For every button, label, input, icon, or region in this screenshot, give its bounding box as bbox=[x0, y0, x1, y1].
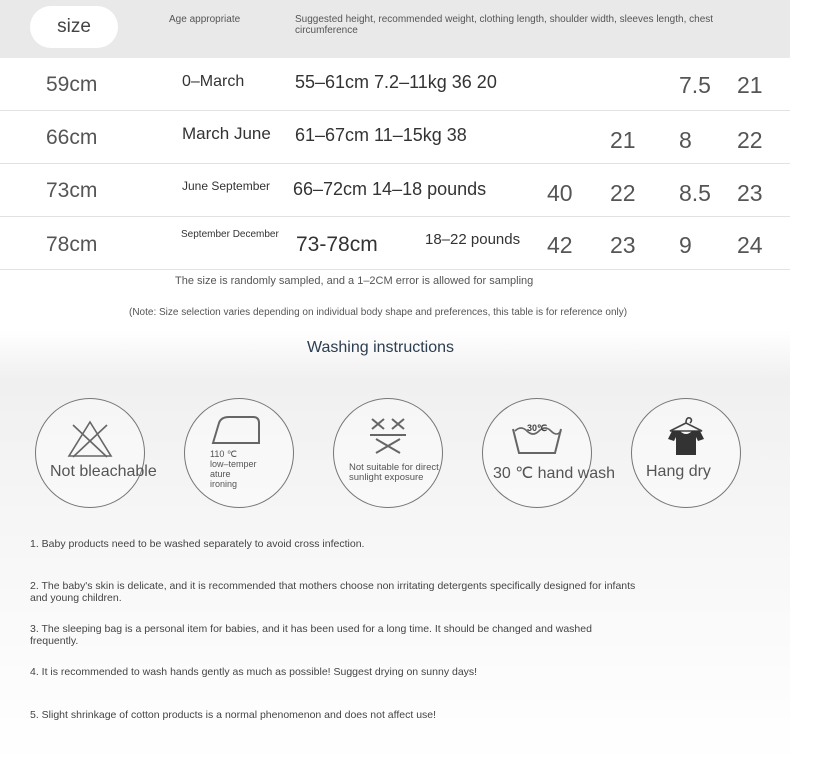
instruction-item: 4. It is recommended to wash hands gently as much as possible! Suggest drying on sunny days! bbox=[30, 666, 478, 678]
instruction-item: 1. Baby products need to be washed separately to avoid cross infection. bbox=[30, 538, 365, 550]
age-cell: March June bbox=[182, 124, 271, 143]
iron-label-line: low–temper bbox=[210, 459, 257, 469]
no-sunlight-icon bbox=[366, 415, 410, 455]
sleeve-cell: 9 bbox=[679, 232, 692, 258]
instruction-item: 2. The baby's skin is delicate, and it is recommended that mothers choose non irritating detergents specifically designed for infants and young children. bbox=[30, 580, 636, 604]
sleeve-cell: 7.5 bbox=[679, 72, 711, 98]
size-cell: 73cm bbox=[46, 179, 98, 202]
instruction-item: 3. The sleeping bag is a personal item for babies, and it has been used for a long time. It should be changed and washed frequently. bbox=[30, 623, 592, 647]
hang-dry-badge bbox=[631, 398, 741, 508]
age-cell: September December bbox=[181, 229, 279, 240]
hand-wash-badge bbox=[482, 398, 616, 508]
chest-cell: 21 bbox=[737, 72, 763, 98]
iron-label bbox=[210, 449, 257, 489]
shoulder-cell: 22 bbox=[610, 180, 636, 206]
shoulder-cell: 23 bbox=[610, 232, 636, 258]
age-cell: 0–March bbox=[182, 73, 245, 90]
iron-label-line: 110 ℃ bbox=[210, 449, 237, 459]
iron-label-line: ature bbox=[210, 469, 231, 479]
table-row bbox=[0, 58, 790, 111]
iron-badge bbox=[184, 398, 294, 508]
length-cell: 40 bbox=[547, 180, 573, 206]
size-cell: 78cm bbox=[46, 233, 98, 256]
selection-note: (Note: Size selection varies depending on individual body shape and preferences, this table is for reference only) bbox=[129, 307, 628, 318]
no-sunlight-badge bbox=[333, 398, 443, 508]
no-bleach-icon bbox=[65, 419, 115, 459]
weight-cell: 18–22 pounds bbox=[425, 231, 521, 248]
measurements-cell: 66–72cm 14–18 pounds bbox=[293, 179, 487, 199]
size-cell: 59cm bbox=[46, 73, 98, 96]
table-header bbox=[0, 0, 790, 58]
sleeve-cell: 8 bbox=[679, 127, 692, 153]
iron-label-line: ironing bbox=[210, 479, 238, 489]
sampling-note: The size is randomly sampled, and a 1–2CM error is allowed for sampling bbox=[175, 275, 534, 287]
chest-cell: 24 bbox=[737, 232, 763, 258]
hang-dry-label: Hang dry bbox=[646, 463, 711, 480]
size-cell: 66cm bbox=[46, 126, 98, 149]
no-bleach-badge bbox=[35, 398, 157, 508]
shoulder-cell: 21 bbox=[610, 127, 636, 153]
length-cell: 42 bbox=[547, 232, 573, 258]
table-row bbox=[0, 111, 790, 164]
chest-cell: 22 bbox=[737, 127, 763, 153]
hang-dry-icon bbox=[666, 413, 706, 457]
hand-wash-label: 30 ℃ hand wash bbox=[493, 465, 616, 482]
measurements-cell: 61–67cm 11–15kg 38 bbox=[295, 125, 467, 145]
washing-title: Washing instructions bbox=[307, 339, 455, 356]
measurements-cell: 73-78cm bbox=[296, 233, 378, 256]
table-row bbox=[0, 217, 790, 270]
measurements-header: Suggested height, recommended weight, clothing length, shoulder width, sleeves length, chest circumference bbox=[295, 14, 714, 36]
wash-temp-label: 30℃ bbox=[527, 423, 548, 433]
measurements-cell: 55–61cm 7.2–11kg 36 20 bbox=[295, 72, 497, 92]
no-sunlight-label: Not suitable for direct sunlight exposure bbox=[349, 462, 439, 483]
chest-cell: 23 bbox=[737, 180, 763, 206]
sleeve-cell: 8.5 bbox=[679, 180, 711, 206]
table-row bbox=[0, 164, 790, 217]
age-header: Age appropriate bbox=[169, 14, 241, 25]
instruction-item: 5. Slight shrinkage of cotton products is a normal phenomenon and does not affect use! bbox=[30, 709, 437, 721]
age-cell: June September bbox=[182, 179, 271, 193]
size-header: size bbox=[30, 6, 118, 48]
no-bleach-label: Not bleachable bbox=[50, 463, 157, 480]
iron-icon bbox=[209, 413, 265, 447]
